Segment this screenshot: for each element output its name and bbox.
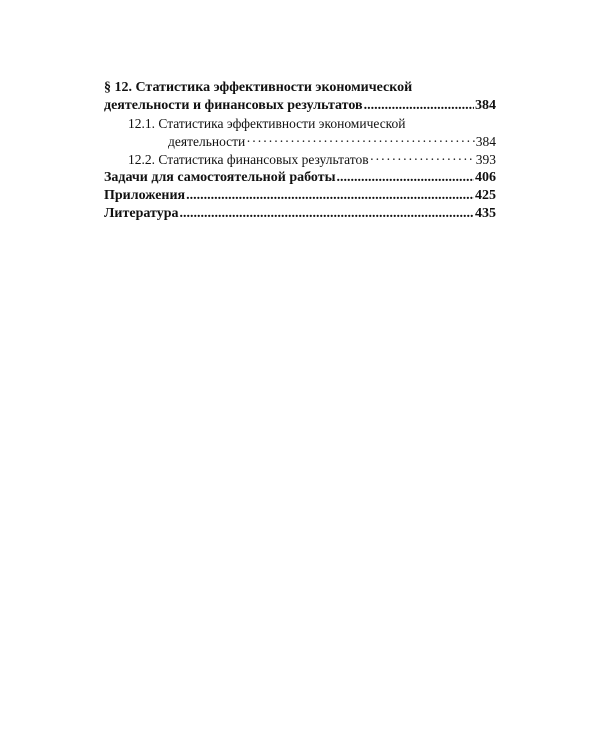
toc-entry-subsection-12-1: [104, 115, 496, 151]
toc-page-number: 425: [475, 188, 496, 203]
toc-entry-line: [104, 187, 496, 205]
toc-entry-title-line-1: § 12. Статистика эффективности экономической: [104, 80, 413, 95]
toc-entry-title: Задачи для самостоятельной работы: [104, 170, 336, 185]
toc-entry-line: [104, 169, 496, 187]
toc-entry-line: [128, 151, 496, 169]
toc-entry-tasks: [104, 169, 496, 187]
toc-entry-title-line-2: деятельности и финансовых результатов: [104, 98, 363, 113]
dot-leader: [246, 133, 474, 151]
toc-entry-title-line-1: 12.1. Статистика эффективности экономической: [128, 116, 406, 131]
dot-leader: [337, 169, 474, 187]
toc-entry-line-2: [104, 97, 496, 115]
toc-page-number: 384: [475, 134, 496, 149]
toc-entry-subsection-12-2: [104, 151, 496, 169]
toc-page-number: 384: [475, 98, 496, 113]
toc-entry-line-2: [128, 133, 496, 151]
toc-entry-line: [104, 205, 496, 223]
dot-leader: [370, 151, 475, 169]
toc-entry-literature: [104, 205, 496, 223]
table-of-contents: [104, 79, 496, 223]
toc-page-number: 435: [475, 206, 496, 221]
dot-leader: [186, 187, 474, 205]
toc-entry-title: Литература: [104, 206, 179, 221]
toc-entry-title-line-2: деятельности: [168, 134, 246, 149]
toc-entry-title: Приложения: [104, 188, 186, 203]
toc-page-number: 406: [475, 170, 496, 185]
toc-page-number: 393: [475, 152, 496, 167]
dot-leader: [180, 205, 475, 223]
dot-leader: [364, 97, 474, 115]
toc-entry-section-12: [104, 79, 496, 115]
toc-entry-title: 12.2. Статистика финансовых результатов: [128, 152, 369, 167]
toc-entry-appendices: [104, 187, 496, 205]
